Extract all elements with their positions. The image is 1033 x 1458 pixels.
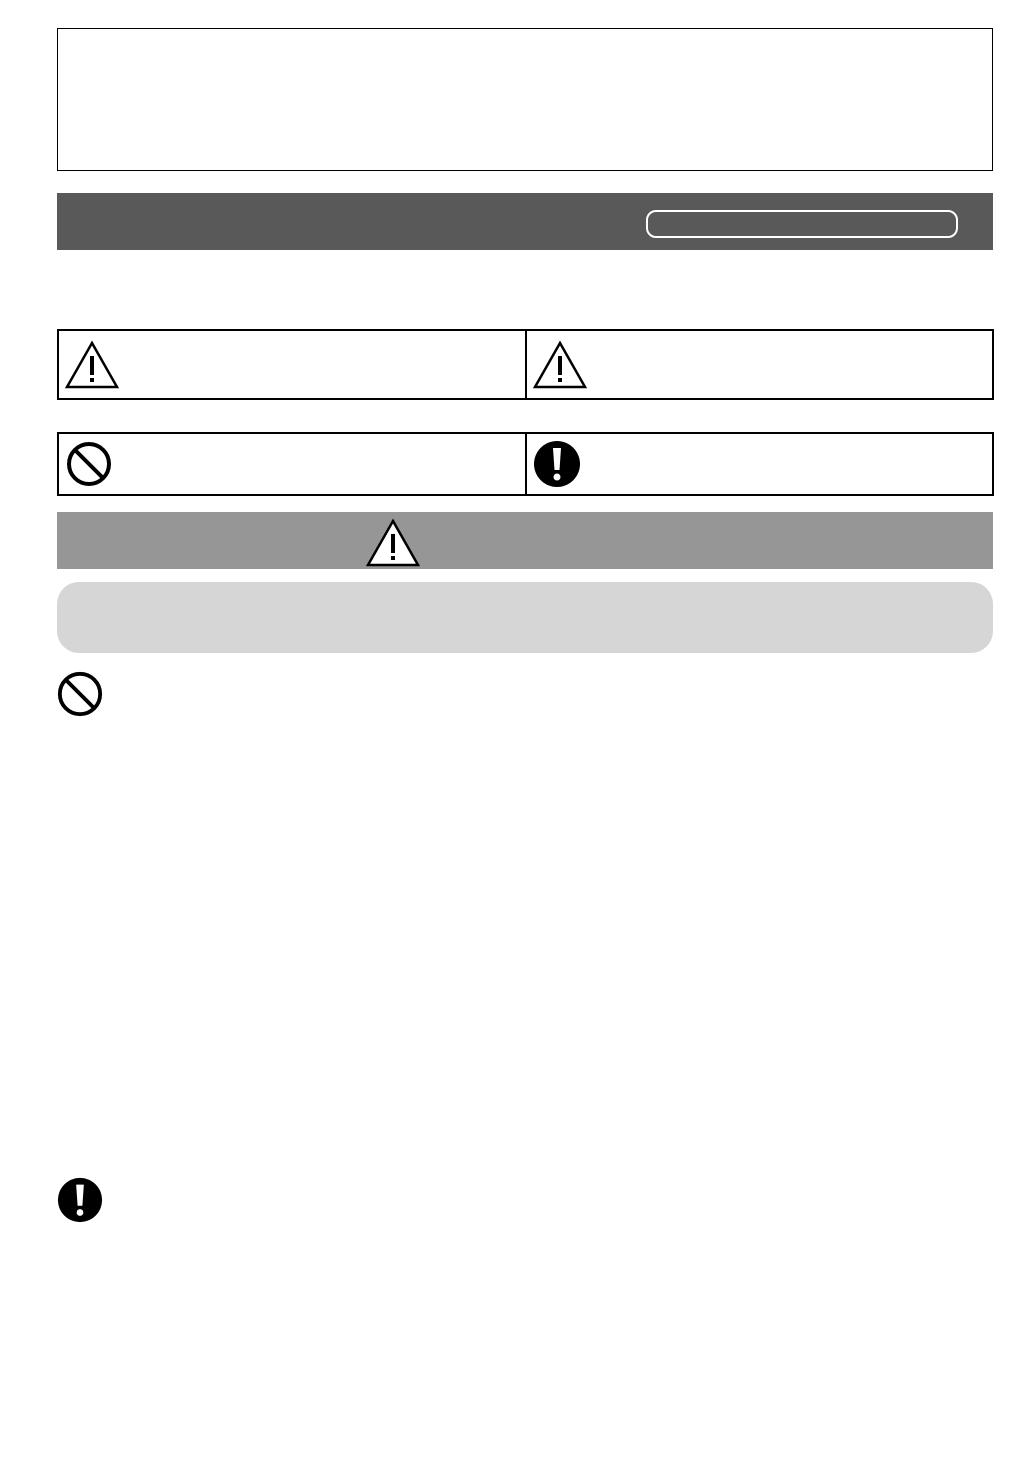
warning-triangle-icon: [64, 340, 120, 390]
title-pill: [646, 210, 958, 238]
legend-cell-prohibition: [59, 434, 525, 494]
prohibition-icon: [56, 670, 104, 718]
intro-box: [57, 28, 993, 171]
legend-cell-warning: [59, 331, 525, 398]
legend-cell-mandatory: [525, 434, 993, 494]
legend-row-signal-words: [57, 329, 994, 400]
legend-cell-caution: [525, 331, 993, 398]
warning-triangle-icon: [365, 518, 421, 568]
caution-triangle-icon: [532, 340, 588, 390]
warning-subheader-band: [57, 582, 993, 653]
warning-section-header: [57, 512, 993, 569]
mandatory-action-icon: [532, 439, 582, 489]
prohibition-icon: [64, 439, 114, 489]
legend-row-symbols: [57, 432, 994, 496]
mandatory-action-icon: [56, 1176, 104, 1224]
